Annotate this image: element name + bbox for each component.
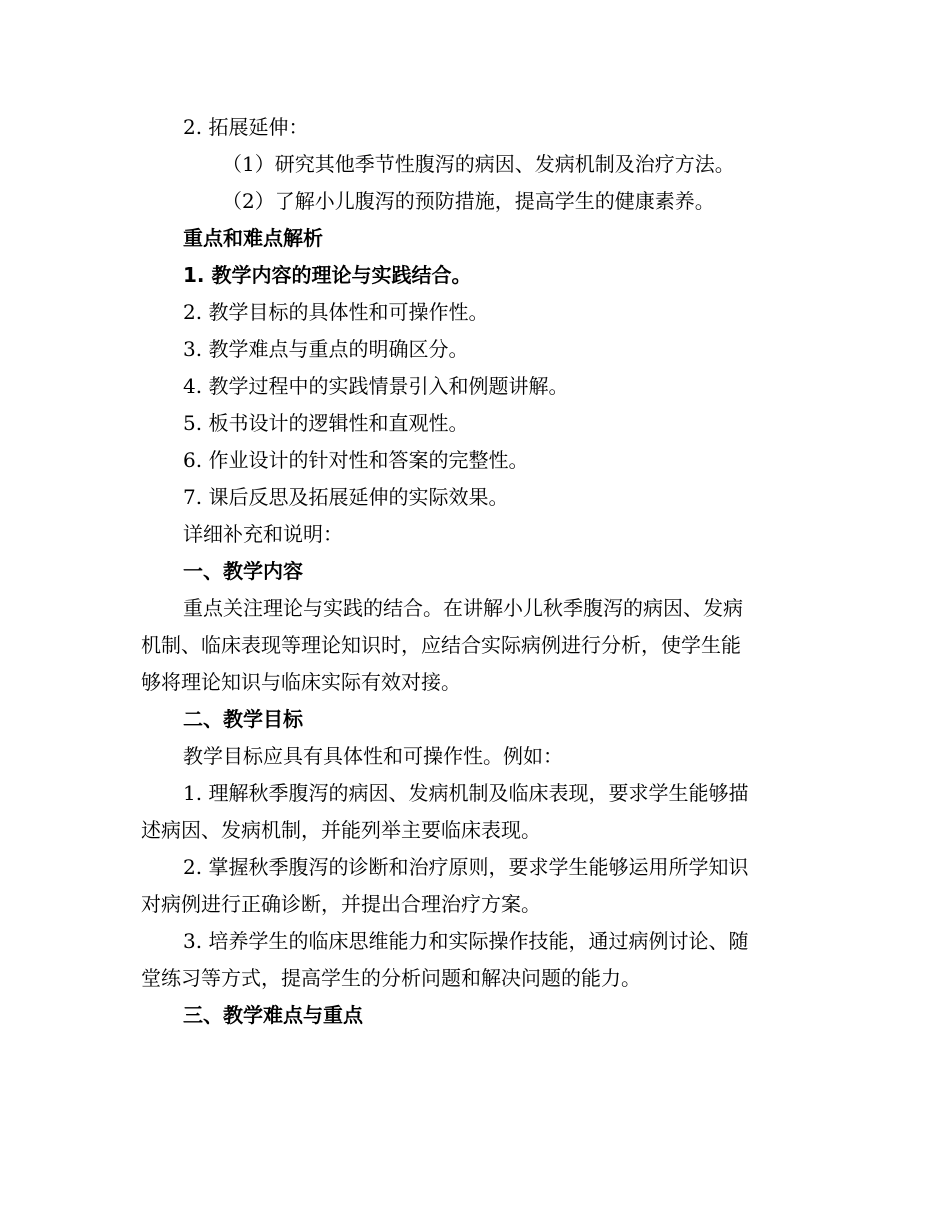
key-point-4: 4. 教学过程中的实践情景引入和例题讲解。	[183, 374, 569, 398]
key-point-5: 5. 板书设计的逻辑性和直观性。	[183, 411, 469, 435]
paragraph-line: 3. 培养学生的临床思维能力和实际操作技能，通过病例讨论、随	[183, 929, 749, 953]
paragraph-line: 教学目标应具有具体性和可操作性。例如：	[183, 744, 563, 768]
key-point-3: 3. 教学难点与重点的明确区分。	[183, 337, 469, 361]
paragraph-line: 对病例进行正确诊断，并提出合理治疗方案。	[141, 892, 541, 916]
paragraph-line: 2. 掌握秋季腹泻的诊断和治疗原则，要求学生能够运用所学知识	[183, 855, 749, 879]
section-heading-3: 三、教学难点与重点	[183, 1003, 363, 1027]
paragraph-line: 机制、临床表现等理论知识时，应结合实际病例进行分析，使学生能	[141, 633, 741, 657]
paragraph-line: 1. 理解秋季腹泻的病因、发病机制及临床表现，要求学生能够描	[183, 781, 749, 805]
paragraph-line: 堂练习等方式，提高学生的分析问题和解决问题的能力。	[141, 966, 641, 990]
sub-item-1: （1）研究其他季节性腹泻的病因、发病机制及治疗方法。	[222, 152, 735, 176]
paragraph-line: 述病因、发病机制，并能列举主要临床表现。	[141, 818, 541, 842]
section-heading-key-points: 重点和难点解析	[183, 226, 323, 250]
key-point-2: 2. 教学目标的具体性和可操作性。	[183, 300, 489, 324]
key-point-1: 1. 教学内容的理论与实践结合。	[183, 263, 472, 287]
paragraph-line: 重点关注理论与实践的结合。在讲解小儿秋季腹泻的病因、发病	[183, 596, 743, 620]
list-item-extension: 2. 拓展延伸：	[183, 115, 309, 139]
key-point-7: 7. 课后反思及拓展延伸的实际效果。	[183, 485, 509, 509]
supplement-label: 详细补充和说明：	[183, 522, 343, 546]
section-heading-1: 一、教学内容	[183, 559, 303, 583]
key-point-6: 6. 作业设计的针对性和答案的完整性。	[183, 448, 529, 472]
paragraph-line: 够将理论知识与临床实际有效对接。	[141, 670, 461, 694]
section-heading-2: 二、教学目标	[183, 707, 303, 731]
sub-item-2: （2）了解小儿腹泻的预防措施，提高学生的健康素养。	[222, 189, 715, 213]
